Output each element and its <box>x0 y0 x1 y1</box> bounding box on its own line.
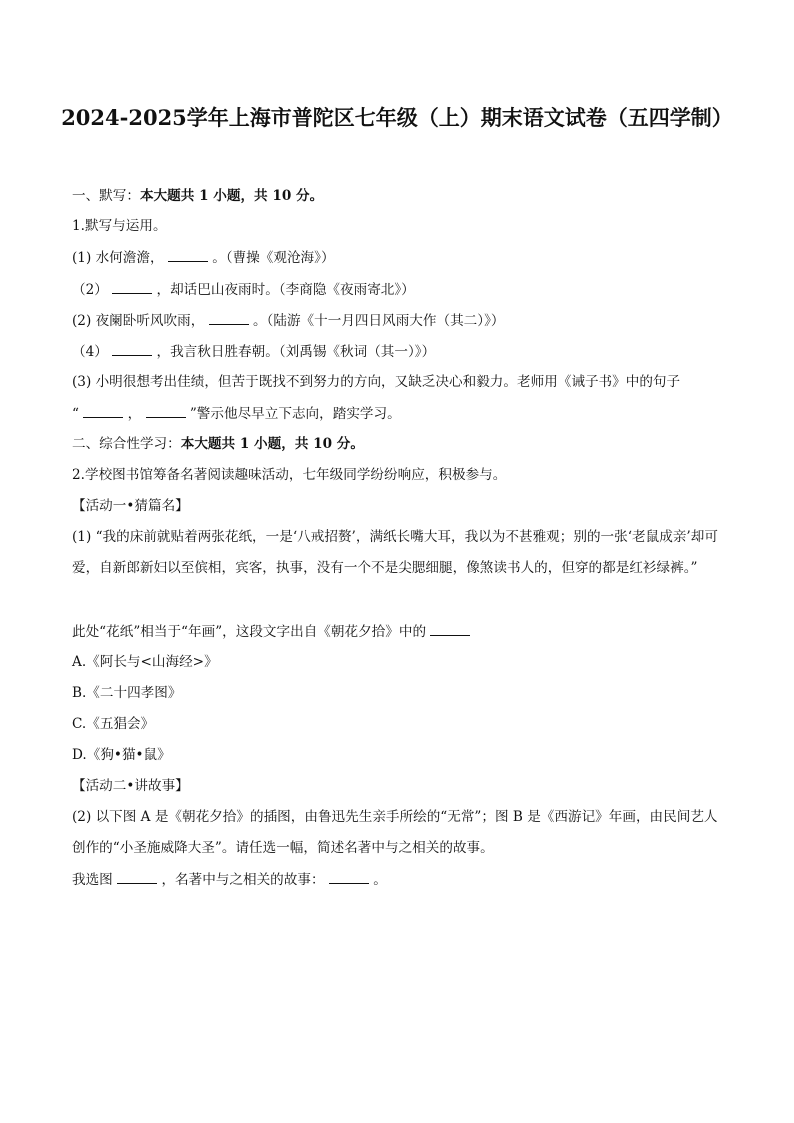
document-title: 2024-2025学年上海市普陀区七年级（上）期末语文试卷（五四学制） <box>61 105 733 130</box>
q1-item-6-mid: ， <box>127 406 142 422</box>
section-2-heading <box>72 434 722 454</box>
q1-item-3 <box>72 310 722 331</box>
section-1-prefix: 一、默写： <box>72 188 140 204</box>
q2-story-prompt: (2) 以下图 A 是《朝花夕拾》的插图，由鲁迅先生亲手所绘的“无常”；图 B 是《西游记》年画，由民间艺人创作的“小圣施威降大圣”。请任选一幅，简述名著中与之相关的故事。 <box>72 809 718 856</box>
activity-2-heading: 【活动二•讲故事】 <box>72 778 189 794</box>
q1-item-4-head: （4） <box>72 344 108 360</box>
section-2-prefix: 二、综合性学习： <box>72 436 181 452</box>
q2-question <box>72 621 722 642</box>
q1-item-2-tail: ，却话巴山夜雨时。（李商隐《夜雨寄北》） <box>156 282 415 298</box>
answer-blank[interactable] <box>83 403 123 418</box>
q1-item-6-open: “ <box>72 406 79 422</box>
q1-item-3-tail: 。（陆游《十一月四日风雨大作（其二）》） <box>252 313 505 329</box>
section-1-heading <box>72 186 722 206</box>
q1-item-3-text: (2) 夜阑卧听风吹雨， <box>72 313 205 329</box>
answer-blank[interactable] <box>430 621 470 636</box>
option-a[interactable]: A.《阿长与<山海经>》 <box>72 654 218 670</box>
q1-item-4-tail: ，我言秋日胜春朝。（刘禹锡《秋词（其一）》） <box>156 344 436 360</box>
answer-blank[interactable] <box>146 403 186 418</box>
answer-blank[interactable] <box>168 247 208 262</box>
q1-item-1 <box>72 247 722 268</box>
answer-blank[interactable] <box>112 279 152 294</box>
q1-stem: 1.默写与运用。 <box>72 218 167 234</box>
q2-question-text: 此处“花纸”相当于“年画”，这段文字出自《朝花夕拾》中的 <box>72 624 427 640</box>
q1-item-5: (3) 小明很想考出佳绩，但苦于既找不到努力的方向，又缺乏决心和毅力。老师用《诫子书》中的句子 <box>72 374 681 390</box>
option-d[interactable]: D.《狗•猫•鼠》 <box>72 747 171 763</box>
answer-blank[interactable] <box>117 869 157 884</box>
q1-item-2-head: （2） <box>72 282 108 298</box>
answer-mid: ，名著中与之相关的故事： <box>161 872 325 888</box>
answer-head: 我选图 <box>72 872 113 888</box>
q1-item-1-tail: 。（曹操《观沧海》） <box>212 250 335 266</box>
q2-passage: (1) “我的床前就贴着两张花纸，一是‘八戒招赘’，满纸长嘴大耳，我以为不甚雅观；别的一张‘老鼠成亲’却可爱，自新郎新妇以至傧相，宾客，执事，没有一个不是尖腮细腿，像煞读书人的，但穿的都是红衫绿裤。” <box>72 529 718 576</box>
q1-item-1-text: (1) 水何澹澹， <box>72 250 164 266</box>
answer-blank[interactable] <box>112 341 152 356</box>
q1-item-4 <box>72 341 722 362</box>
answer-tail: 。 <box>373 872 387 888</box>
activity-1-heading: 【活动一•猜篇名】 <box>72 498 189 514</box>
section-2-info: 本大题共 1 小题，共 10 分。 <box>180 436 364 452</box>
section-1-info: 本大题共 1 小题，共 10 分。 <box>139 188 324 204</box>
option-b[interactable]: B.《二十四孝图》 <box>72 685 182 701</box>
answer-blank[interactable] <box>209 310 249 325</box>
option-c[interactable]: C.《五猖会》 <box>72 716 155 732</box>
q2-stem: 2.学校图书馆筹备名著阅读趣味活动，七年级同学纷纷响应，积极参与。 <box>72 467 507 483</box>
answer-blank[interactable] <box>329 869 369 884</box>
q1-item-2 <box>72 279 722 300</box>
q1-item-6-tail: ”警示他尽早立下志向，踏实学习。 <box>189 406 401 422</box>
q2-answer-line <box>72 869 722 890</box>
q1-item-6 <box>72 403 722 424</box>
